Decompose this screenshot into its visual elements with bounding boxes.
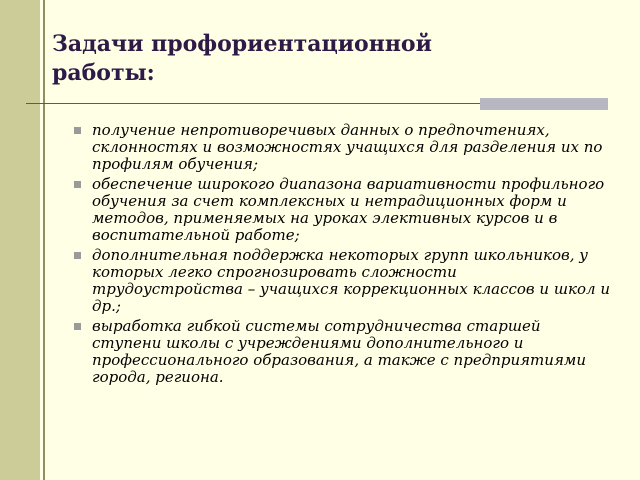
list-item-text: выработка гибкой системы сотрудничества старшей ступени школы с учреждениями дополнительного и профессионального образования, а также с предприятиями города, региона. [92,317,586,386]
left-decorative-bar [0,0,40,480]
title-divider-accent [480,98,608,110]
slide-title-line-2: работы: [52,60,155,86]
list-item [72,176,612,244]
list-item [72,318,612,386]
bullet-square-icon [74,181,81,188]
bullet-square-icon [74,323,81,330]
bullet-square-icon [74,252,81,259]
list-item-text: дополнительная поддержка некоторых групп школьников, у которых легко спрогнозировать сложности трудоустройства – учащихся коррекционных классов и школ и др.; [92,246,611,315]
list-item-text: обеспечение широкого диапазона вариативности профильного обучения за счет комплексных и нетрадиционных форм и методов, применяемых на уроках элективных курсов и в воспитательной работе; [92,175,605,244]
left-decorative-line [43,0,45,480]
bullet-square-icon [74,127,81,134]
slide-title [52,30,612,88]
list-item [72,122,612,173]
slide-title-line-1: Задачи профориентационной [52,31,432,57]
list-item [72,247,612,315]
bullet-list [72,122,612,389]
list-item-text: получение непротиворечивых данных о предпочтениях, склонностях и возможностях учащихся для разделения их по профилям обучения; [92,121,603,173]
